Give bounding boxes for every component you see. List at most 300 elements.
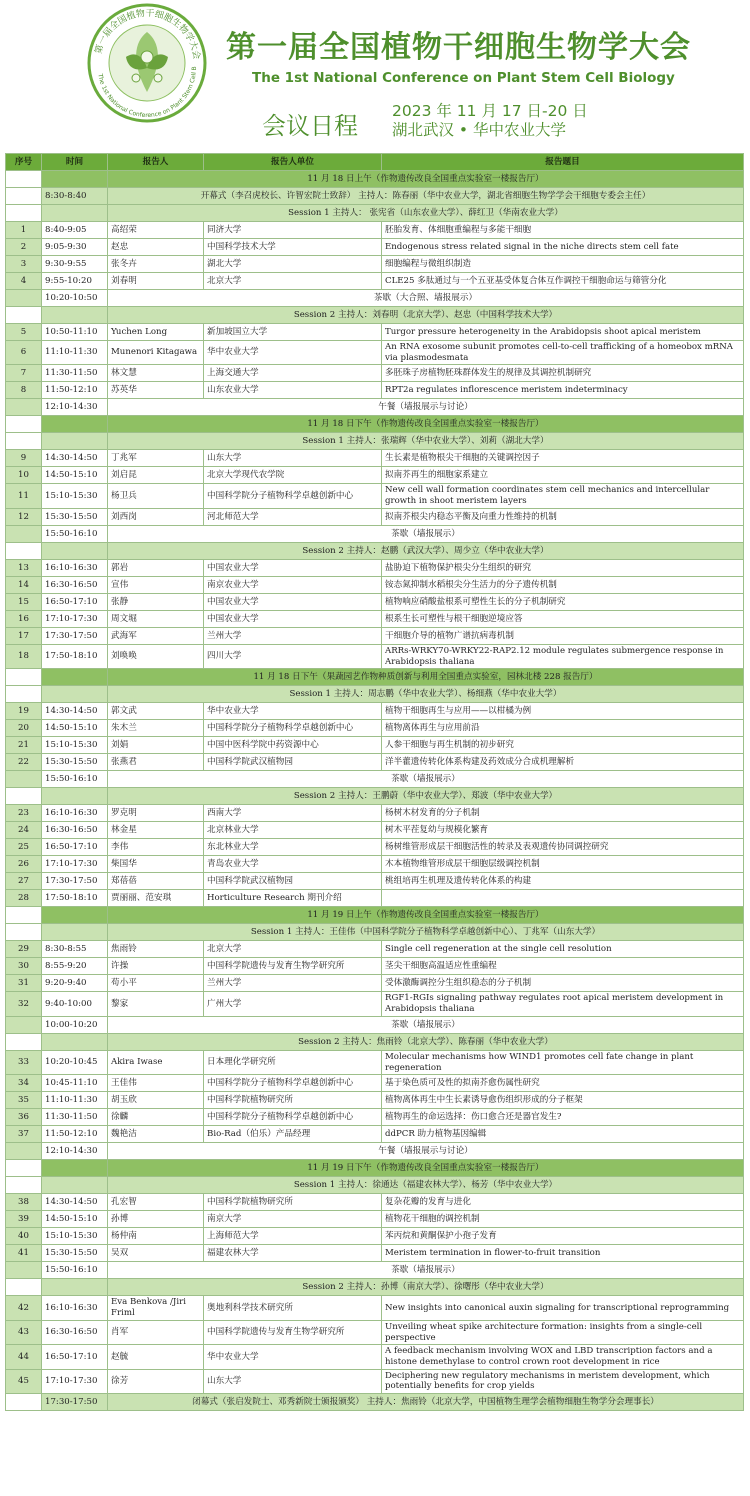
talk-speaker: 高绍荣: [108, 222, 204, 239]
talk-affiliation: 北京大学: [204, 273, 382, 290]
talk-speaker: 刘西岗: [108, 508, 204, 525]
session-row: [6, 542, 744, 559]
row-number-cell: [6, 1033, 42, 1050]
talk-number: 34: [6, 1075, 42, 1092]
talk-speaker: 苟小平: [108, 975, 204, 992]
row-number-cell: [6, 1262, 42, 1279]
talk-time: 9:05-9:30: [42, 239, 108, 256]
talk-affiliation: 兰州大学: [204, 975, 382, 992]
session-row: [6, 788, 744, 805]
talk-row: [6, 992, 744, 1016]
talk-number: 27: [6, 873, 42, 890]
day-header-text: 11 月 18 日上午（作物遗传改良全国重点实验室一楼报告厅）: [108, 171, 744, 188]
talk-number: 44: [6, 1345, 42, 1369]
talk-time: 15:10-15:30: [42, 737, 108, 754]
talk-speaker: 朱木兰: [108, 720, 204, 737]
talk-row: [6, 1194, 744, 1211]
talk-number: 12: [6, 508, 42, 525]
talk-row: [6, 576, 744, 593]
talk-title: 胚胎发育、体细胞重编程与多能干细胞: [382, 222, 744, 239]
talk-speaker: Yuchen Long: [108, 324, 204, 341]
session-chair-text: Session 2 主持人：赵鹏（武汉大学）、周少立（华中农业大学）: [108, 542, 744, 559]
talk-speaker: 孙博: [108, 1211, 204, 1228]
talk-speaker: 刘春明: [108, 273, 204, 290]
schedule-body: [6, 171, 744, 1411]
svg-text:The 1st National Conference on: The 1st National Conference on Plant Stem Cell B: [96, 66, 199, 120]
talk-row: [6, 1126, 744, 1143]
talk-time: 8:55-9:20: [42, 958, 108, 975]
talk-affiliation: 四川大学: [204, 644, 382, 668]
talk-number: 38: [6, 1194, 42, 1211]
session-row: [6, 924, 744, 941]
column-header-speaker: 报告人: [108, 154, 204, 171]
talk-title: CLE25 多肽通过与一个五亚基受体复合体互作调控干细胞命运与筛管分化: [382, 273, 744, 290]
talk-affiliation: 中国农业大学: [204, 593, 382, 610]
row-number-cell: [6, 686, 42, 703]
talk-title: 植物花干细胞的调控机制: [382, 1211, 744, 1228]
row-time-cell: [42, 416, 108, 433]
talk-time: 11:50-12:10: [42, 1126, 108, 1143]
talk-speaker: 赵忠: [108, 239, 204, 256]
svg-text:第一届全国植物干细胞生物学大会: 第一届全国植物干细胞生物学大会: [93, 8, 201, 61]
talk-title: 生长素是植物根尖干细胞的关键调控因子: [382, 450, 744, 467]
talk-time: 14:50-15:10: [42, 720, 108, 737]
talk-row: [6, 610, 744, 627]
talk-row: [6, 324, 744, 341]
talk-speaker: 郭文武: [108, 703, 204, 720]
row-number-cell: [6, 399, 42, 416]
session-row: [6, 1279, 744, 1296]
talk-time: 11:50-12:10: [42, 382, 108, 399]
break-time: 12:10-14:30: [42, 399, 108, 416]
talk-row: [6, 559, 744, 576]
talk-affiliation: 南京农业大学: [204, 576, 382, 593]
row-number-cell: [6, 788, 42, 805]
talk-number: 26: [6, 856, 42, 873]
talk-speaker: 郭岩: [108, 559, 204, 576]
talk-speaker: 赵毓: [108, 1345, 204, 1369]
row-number-cell: [6, 1279, 42, 1296]
talk-row: [6, 1211, 744, 1228]
talk-title: 植物离体再生中生长素诱导愈伤组织形成的分子框架: [382, 1092, 744, 1109]
talk-number: 17: [6, 627, 42, 644]
row-time-cell: [42, 1177, 108, 1194]
break-row: [6, 399, 744, 416]
talk-number: 21: [6, 737, 42, 754]
talk-affiliation: 奥地利科学技术研究所: [204, 1296, 382, 1320]
talk-number: 2: [6, 239, 42, 256]
row-number-cell: [6, 669, 42, 686]
session-row: [6, 686, 744, 703]
talk-speaker: 丁兆军: [108, 450, 204, 467]
talk-title: Molecular mechanisms how WIND1 promotes cell fate change in plant regeneration: [382, 1050, 744, 1074]
talk-speaker: Eva Benkova /Jiri Friml: [108, 1296, 204, 1320]
day-header-row: [6, 171, 744, 188]
talk-affiliation: 中国中医科学院中药资源中心: [204, 737, 382, 754]
talk-speaker: 刘娟: [108, 737, 204, 754]
talk-time: 14:30-14:50: [42, 1194, 108, 1211]
session-row: [6, 1177, 744, 1194]
conference-title-cn: 第一届全国植物干细胞生物学大会: [226, 30, 691, 65]
talk-title: 茎尖干细胞高温适应性重编程: [382, 958, 744, 975]
talk-number: 40: [6, 1228, 42, 1245]
talk-number: 7: [6, 365, 42, 382]
talk-time: 9:40-10:00: [42, 992, 108, 1016]
talk-row: [6, 627, 744, 644]
talk-affiliation: 中国农业大学: [204, 559, 382, 576]
row-time-cell: [42, 924, 108, 941]
talk-time: 17:50-18:10: [42, 890, 108, 907]
talk-title: Deciphering new regulatory mechanisms in meristem development, which potentially benefits for crop yields: [382, 1369, 744, 1393]
talk-speaker: 徐芳: [108, 1369, 204, 1393]
talk-affiliation: 华中农业大学: [204, 1345, 382, 1369]
talk-title: 杨树维管形成层干细胞活性的转录及表观遗传协同调控研究: [382, 839, 744, 856]
session-chair-text: Session 1 主持人：张瑞辉（华中农业大学）、刘莉（湖北大学）: [108, 433, 744, 450]
talk-title: 基于染色质可及性的拟南芥愈伤属性研究: [382, 1075, 744, 1092]
conference-title-en: The 1st National Conference on Plant Stem Cell Biology: [252, 70, 675, 86]
talk-affiliation: 上海交通大学: [204, 365, 382, 382]
talk-time: 16:50-17:10: [42, 1345, 108, 1369]
talk-affiliation: 日本理化学研究所: [204, 1050, 382, 1074]
talk-time: 16:50-17:10: [42, 593, 108, 610]
talk-affiliation: 中国科学院分子植物科学卓越创新中心: [204, 1109, 382, 1126]
talk-number: 8: [6, 382, 42, 399]
row-time-cell: [42, 669, 108, 686]
talk-title: 拟南芥再生的细胞家系建立: [382, 467, 744, 484]
day-header-row: [6, 1160, 744, 1177]
day-header-text: 11 月 18 日下午（作物遗传改良全国重点实验室一楼报告厅）: [108, 416, 744, 433]
talk-time: 9:20-9:40: [42, 975, 108, 992]
row-number-cell: [6, 525, 42, 542]
talk-speaker: 李伟: [108, 839, 204, 856]
talk-row: [6, 256, 744, 273]
talk-title: 植物干细胞再生与应用——以柑橘为例: [382, 703, 744, 720]
talk-title: New insights into canonical auxin signaling for transcriptional reprogramming: [382, 1296, 744, 1320]
talk-speaker: 张静: [108, 593, 204, 610]
row-number-cell: [6, 771, 42, 788]
talk-row: [6, 1228, 744, 1245]
talk-row: [6, 644, 744, 668]
talk-affiliation: 中国农业大学: [204, 610, 382, 627]
talk-title: 盐胁迫下植物保护根尖分生组织的研究: [382, 559, 744, 576]
talk-speaker: 张冬卉: [108, 256, 204, 273]
session-chair-text: Session 2 主持人：孙博（南京大学）、徐曙彤（华中农业大学）: [108, 1279, 744, 1296]
talk-row: [6, 1245, 744, 1262]
break-text: 茶歇（墙报展示）: [108, 1262, 744, 1279]
row-number-cell: [6, 1394, 42, 1411]
talk-speaker: 胡玉欣: [108, 1092, 204, 1109]
break-row: [6, 290, 744, 307]
schedule-table: [5, 153, 744, 1411]
talk-title: 拟南芥根尖内稳态平衡及向重力性维持的机制: [382, 508, 744, 525]
talk-speaker: 罗克明: [108, 805, 204, 822]
talk-affiliation: 新加坡国立大学: [204, 324, 382, 341]
row-number-cell: [6, 188, 42, 205]
talk-row: [6, 720, 744, 737]
talk-time: 9:55-10:20: [42, 273, 108, 290]
ceremony-row: [6, 1394, 744, 1411]
session-chair-text: Session 1 主持人： 张宪省（山东农业大学）、薛红卫（华南农业大学）: [108, 205, 744, 222]
talk-title: 复杂花瓣的发育与进化: [382, 1194, 744, 1211]
talk-speaker: Akira Iwase: [108, 1050, 204, 1074]
talk-row: [6, 1092, 744, 1109]
row-number-cell: [6, 907, 42, 924]
talk-number: 32: [6, 992, 42, 1016]
talk-number: 29: [6, 941, 42, 958]
talk-affiliation: 山东农业大学: [204, 382, 382, 399]
ceremony-time: 8:30-8:40: [42, 188, 108, 205]
talk-title: RGF1-RGIs signaling pathway regulates root apical meristem development in Arabidopsis thaliana: [382, 992, 744, 1016]
break-row: [6, 525, 744, 542]
talk-time: 10:45-11:10: [42, 1075, 108, 1092]
talk-affiliation: 中国科学院遗传与发育生物学研究所: [204, 1320, 382, 1344]
talk-number: 33: [6, 1050, 42, 1074]
day-header-row: [6, 416, 744, 433]
talk-speaker: 杨仲南: [108, 1228, 204, 1245]
talk-number: 3: [6, 256, 42, 273]
talk-number: 13: [6, 559, 42, 576]
talk-number: 41: [6, 1245, 42, 1262]
table-header-row: [6, 154, 744, 171]
talk-time: 8:40-9:05: [42, 222, 108, 239]
talk-time: 15:30-15:50: [42, 754, 108, 771]
day-header-text: 11 月 19 日下午（作物遗传改良全国重点实验室一楼报告厅）: [108, 1160, 744, 1177]
session-row: [6, 205, 744, 222]
talk-time: 14:30-14:50: [42, 703, 108, 720]
break-row: [6, 1016, 744, 1033]
talk-number: 19: [6, 703, 42, 720]
talk-time: 17:10-17:30: [42, 610, 108, 627]
talk-number: 5: [6, 324, 42, 341]
day-header-text: 11 月 18 日下午（果蔬园艺作物种质创新与利用全国重点实验室，园林北楼 228 报告厅）: [108, 669, 744, 686]
talk-title: 受体激酶调控分生组织稳态的分子机制: [382, 975, 744, 992]
talk-number: 31: [6, 975, 42, 992]
talk-number: 18: [6, 644, 42, 668]
talk-number: 15: [6, 593, 42, 610]
talk-time: 14:30-14:50: [42, 450, 108, 467]
talk-affiliation: 华中农业大学: [204, 341, 382, 365]
talk-number: 22: [6, 754, 42, 771]
session-chair-text: Session 2 主持人：王鹏蔚（华中农业大学）、郑波（华中农业大学）: [108, 788, 744, 805]
talk-row: [6, 873, 744, 890]
talk-number: 39: [6, 1211, 42, 1228]
session-chair-text: Session 2 主持人：焦雨铃（北京大学）、陈春丽（华中农业大学）: [108, 1033, 744, 1050]
talk-time: 15:30-15:50: [42, 1245, 108, 1262]
talk-row: [6, 239, 744, 256]
talk-title: 洋半藿遗传转化体系构建及药效成分合成机理解析: [382, 754, 744, 771]
talk-time: 11:30-11:50: [42, 365, 108, 382]
row-time-cell: [42, 788, 108, 805]
row-time-cell: [42, 1279, 108, 1296]
talk-title: 人参干细胞与再生机制的初步研究: [382, 737, 744, 754]
talk-number: 45: [6, 1369, 42, 1393]
talk-affiliation: 中国科学技术大学: [204, 239, 382, 256]
talk-title: ARRs-WRKY70-WRKY22-RAP2.12 module regulates submergence response in Arabidopsis thaliana: [382, 644, 744, 668]
session-row: [6, 307, 744, 324]
talk-affiliation: 北京大学现代农学院: [204, 467, 382, 484]
day-header-row: [6, 907, 744, 924]
talk-row: [6, 975, 744, 992]
row-number-cell: [6, 433, 42, 450]
talk-title: 多胚珠子房植物胚珠群体发生的规律及其调控机制研究: [382, 365, 744, 382]
talk-time: 15:30-15:50: [42, 508, 108, 525]
talk-time: 17:10-17:30: [42, 1369, 108, 1393]
talk-affiliation: 北京林业大学: [204, 822, 382, 839]
talk-number: 9: [6, 450, 42, 467]
talk-affiliation: 青岛农业大学: [204, 856, 382, 873]
row-time-cell: [42, 686, 108, 703]
talk-row: [6, 382, 744, 399]
talk-affiliation: Horticulture Research 期刊介绍: [204, 890, 382, 907]
talk-number: 30: [6, 958, 42, 975]
conference-date: 2023 年 11 月 17 日-20 日: [392, 102, 588, 120]
talk-row: [6, 1296, 744, 1320]
row-number-cell: [6, 1143, 42, 1160]
break-time: 15:50-16:10: [42, 525, 108, 542]
talk-speaker: 许操: [108, 958, 204, 975]
talk-row: [6, 593, 744, 610]
talk-speaker: 刘启昆: [108, 467, 204, 484]
talk-row: [6, 1075, 744, 1092]
talk-number: 20: [6, 720, 42, 737]
talk-number: 28: [6, 890, 42, 907]
talk-affiliation: 上海师范大学: [204, 1228, 382, 1245]
talk-time: 16:30-16:50: [42, 576, 108, 593]
row-time-cell: [42, 907, 108, 924]
talk-title: 桃组培再生机理及遗传转化体系的构建: [382, 873, 744, 890]
talk-time: 8:30-8:55: [42, 941, 108, 958]
talk-number: 36: [6, 1109, 42, 1126]
talk-time: 10:50-11:10: [42, 324, 108, 341]
talk-speaker: Munenori Kitagawa: [108, 341, 204, 365]
talk-time: 11:10-11:30: [42, 341, 108, 365]
talk-affiliation: 东北林业大学: [204, 839, 382, 856]
talk-number: 6: [6, 341, 42, 365]
talk-row: [6, 467, 744, 484]
talk-speaker: 徐麟: [108, 1109, 204, 1126]
talk-time: 16:30-16:50: [42, 822, 108, 839]
ceremony-time: 17:30-17:50: [42, 1394, 108, 1411]
column-header-no: 序号: [6, 154, 42, 171]
talk-number: 35: [6, 1092, 42, 1109]
talk-speaker: 张燕君: [108, 754, 204, 771]
talk-time: 16:30-16:50: [42, 1320, 108, 1344]
break-time: 12:10-14:30: [42, 1143, 108, 1160]
talk-number: 42: [6, 1296, 42, 1320]
talk-row: [6, 822, 744, 839]
break-time: 10:20-10:50: [42, 290, 108, 307]
row-number-cell: [6, 290, 42, 307]
talk-title: 木本植物维管形成层干细胞层级调控机制: [382, 856, 744, 873]
session-row: [6, 1033, 744, 1050]
talk-title: 干细胞介导的植物广谱抗病毒机制: [382, 627, 744, 644]
talk-title: 细胞编程与微组织制造: [382, 256, 744, 273]
talk-speaker: 林文慧: [108, 365, 204, 382]
talk-time: 11:10-11:30: [42, 1092, 108, 1109]
row-number-cell: [6, 416, 42, 433]
talk-affiliation: 南京大学: [204, 1211, 382, 1228]
row-time-cell: [42, 307, 108, 324]
column-header-affiliation: 报告人单位: [204, 154, 382, 171]
talk-affiliation: 中国科学院植物研究所: [204, 1194, 382, 1211]
talk-row: [6, 754, 744, 771]
talk-title: Endogenous stress related signal in the niche directs stem cell fate: [382, 239, 744, 256]
talk-row: [6, 805, 744, 822]
talk-row: [6, 703, 744, 720]
talk-title: 铵态氮抑制水稻根尖分生活力的分子遗传机制: [382, 576, 744, 593]
break-row: [6, 1262, 744, 1279]
talk-affiliation: 中国科学院分子植物科学卓越创新中心: [204, 1075, 382, 1092]
talk-speaker: 林金星: [108, 822, 204, 839]
talk-affiliation: 湖北大学: [204, 256, 382, 273]
talk-number: 14: [6, 576, 42, 593]
session-chair-text: Session 1 主持人：周志鹏（华中农业大学）、杨细燕（华中农业大学）: [108, 686, 744, 703]
row-time-cell: [42, 1033, 108, 1050]
talk-row: [6, 941, 744, 958]
row-time-cell: [42, 171, 108, 188]
talk-affiliation: 河北师范大学: [204, 508, 382, 525]
talk-affiliation: 山东大学: [204, 450, 382, 467]
conference-location: 湖北武汉 • 华中农业大学: [392, 121, 566, 139]
day-header-row: [6, 669, 744, 686]
row-time-cell: [42, 205, 108, 222]
talk-time: 16:10-16:30: [42, 559, 108, 576]
talk-number: 37: [6, 1126, 42, 1143]
talk-affiliation: 山东大学: [204, 1369, 382, 1393]
talk-number: 43: [6, 1320, 42, 1344]
talk-title: 植物离体再生与应用前沿: [382, 720, 744, 737]
talk-row: [6, 839, 744, 856]
conference-logo: [86, 2, 208, 124]
talk-time: 16:50-17:10: [42, 839, 108, 856]
session-chair-text: Session 1 主持人：王佳伟（中国科学院分子植物科学卓越创新中心）、丁兆军（山东大学）: [108, 924, 744, 941]
talk-number: 11: [6, 484, 42, 508]
session-row: [6, 433, 744, 450]
talk-speaker: 孔宏智: [108, 1194, 204, 1211]
session-chair-text: Session 2 主持人：刘春明（北京大学）、赵忠（中国科学技术大学）: [108, 307, 744, 324]
talk-title: 植物再生的命运选择：伤口愈合还是器官发生?: [382, 1109, 744, 1126]
talk-row: [6, 737, 744, 754]
talk-title: An RNA exosome subunit promotes cell-to-cell trafficking of a homeobox mRNA via plasmodesmata: [382, 341, 744, 365]
row-time-cell: [42, 433, 108, 450]
talk-number: 1: [6, 222, 42, 239]
break-text: 茶歇（大合照、墙报展示）: [108, 290, 744, 307]
talk-speaker: 贾丽丽、范安琪: [108, 890, 204, 907]
talk-speaker: 王佳伟: [108, 1075, 204, 1092]
talk-row: [6, 856, 744, 873]
talk-affiliation: 中国科学院植物研究所: [204, 1092, 382, 1109]
talk-title: 根系生长可塑性与根干细胞逆境应答: [382, 610, 744, 627]
break-time: 10:00-10:20: [42, 1016, 108, 1033]
talk-number: 24: [6, 822, 42, 839]
talk-speaker: 苏英华: [108, 382, 204, 399]
ceremony-row: [6, 188, 744, 205]
column-header-title: 报告题目: [382, 154, 744, 171]
talk-speaker: 吴双: [108, 1245, 204, 1262]
row-number-cell: [6, 924, 42, 941]
talk-row: [6, 1345, 744, 1369]
talk-row: [6, 1369, 744, 1393]
break-text: 茶歇（墙报展示）: [108, 1016, 744, 1033]
talk-affiliation: 中国科学院分子植物科学卓越创新中心: [204, 484, 382, 508]
talk-title: A feedback mechanism involving WOX and LBD transcription factors and a histone demethylase to control crown root development in rice: [382, 1345, 744, 1369]
talk-title: ddPCR 助力植物基因编辑: [382, 1126, 744, 1143]
talk-time: 15:10-15:30: [42, 1228, 108, 1245]
talk-title: RPT2a regulates inflorescence meristem indeterminacy: [382, 382, 744, 399]
talk-row: [6, 508, 744, 525]
talk-number: 16: [6, 610, 42, 627]
talk-speaker: 肖军: [108, 1320, 204, 1344]
